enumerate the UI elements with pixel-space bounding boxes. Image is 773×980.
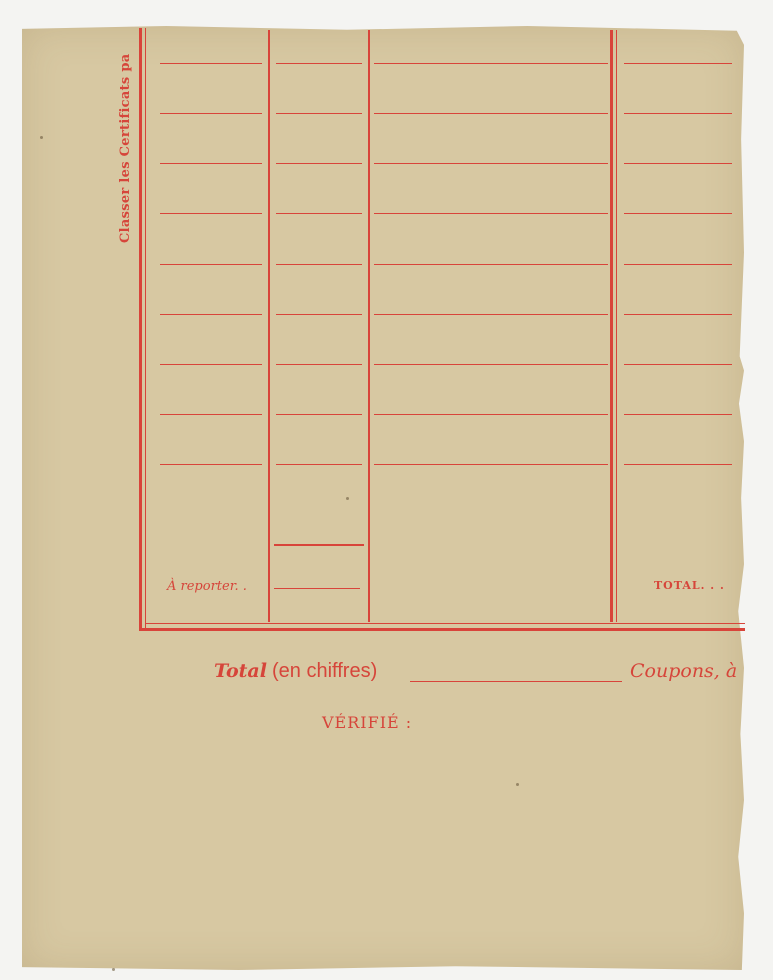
column-divider-2 [368, 30, 370, 622]
entry-line [276, 213, 362, 214]
paper-speck [516, 783, 519, 786]
entry-line [374, 314, 608, 315]
entry-line [374, 464, 608, 465]
table-bottom-border [139, 628, 745, 631]
en-chiffres-label: (en chiffres) [272, 660, 378, 682]
total-amount-line [410, 681, 622, 682]
entry-line [276, 264, 362, 265]
entry-line [374, 414, 608, 415]
table-left-border [139, 28, 142, 631]
paper-speck [112, 968, 115, 971]
entry-line [624, 213, 732, 214]
paper-speck [346, 497, 349, 500]
entry-line [276, 314, 362, 315]
subtotal-line [274, 544, 364, 546]
paper-speck [40, 136, 43, 139]
entry-line [276, 364, 362, 365]
a-reporter-value-line [274, 588, 360, 589]
entry-line [160, 213, 262, 214]
entry-line [276, 464, 362, 465]
entry-line [374, 213, 608, 214]
entry-line [624, 314, 732, 315]
entry-line [160, 464, 262, 465]
entry-line [160, 364, 262, 365]
total-column-label: TOTAL. . . [654, 579, 725, 592]
entry-line [374, 63, 608, 64]
verifie-label: VÉRIFIÉ : [322, 713, 413, 732]
table-inner-bottom-border [145, 623, 745, 624]
a-reporter-label: À reporter. . [167, 579, 247, 594]
entry-line [276, 63, 362, 64]
column-divider-1 [268, 30, 270, 622]
entry-line [160, 264, 262, 265]
side-caption: Classer les Certificats pa [118, 53, 133, 243]
entry-line [160, 414, 262, 415]
entry-line [160, 113, 262, 114]
entry-line [624, 63, 732, 64]
entry-line [374, 163, 608, 164]
entry-line [624, 464, 732, 465]
column-divider-4 [616, 30, 617, 622]
column-divider-3 [610, 30, 613, 622]
entry-line [160, 63, 262, 64]
entry-line [374, 264, 608, 265]
total-label: Total [214, 660, 267, 682]
entry-line [374, 364, 608, 365]
entry-line [624, 113, 732, 114]
coupons-label: Coupons, à [630, 660, 738, 682]
entry-line [624, 364, 732, 365]
entry-line [276, 414, 362, 415]
entry-line [160, 163, 262, 164]
entry-line [160, 314, 262, 315]
entry-line [374, 113, 608, 114]
entry-line [624, 163, 732, 164]
entry-line [624, 414, 732, 415]
entry-line [276, 113, 362, 114]
entry-line [624, 264, 732, 265]
entry-line [276, 163, 362, 164]
table-inner-left-border [145, 28, 146, 628]
